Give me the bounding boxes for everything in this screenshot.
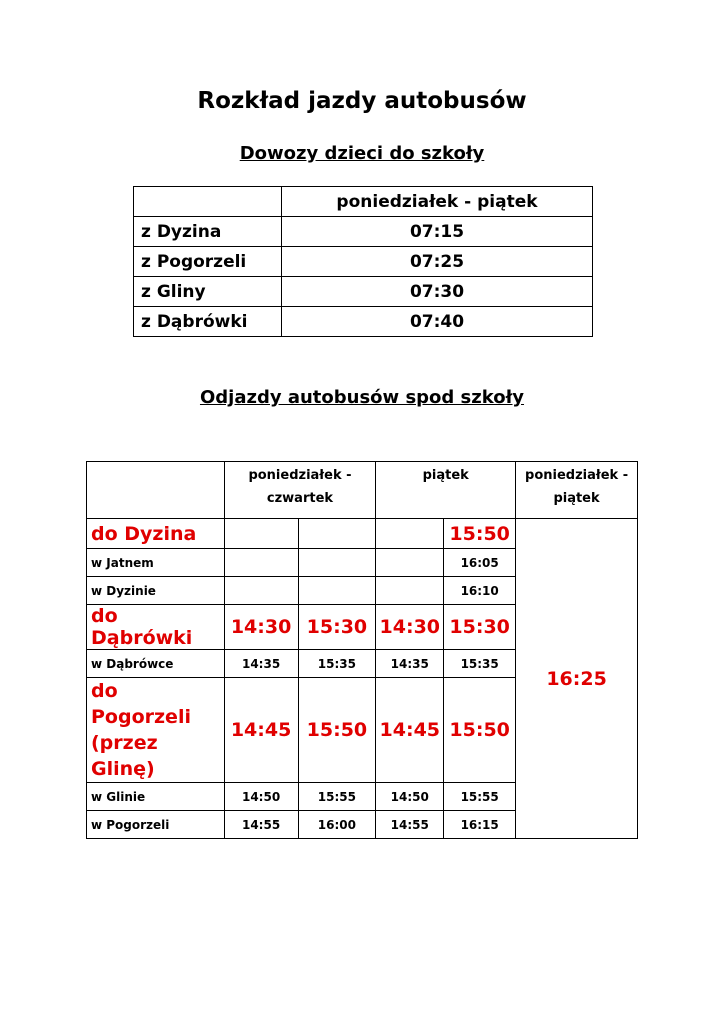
- time-cell: [298, 519, 376, 549]
- time-cell: 14:35: [376, 650, 444, 678]
- time-cell: 15:50: [298, 678, 376, 783]
- time-cell: 16:05: [444, 549, 516, 577]
- destination-cell: do Dąbrówki: [87, 605, 225, 650]
- time-cell: 14:55: [224, 811, 298, 839]
- time-cell: 16:00: [298, 811, 376, 839]
- time-cell: 14:45: [376, 678, 444, 783]
- header-mon-thu: poniedziałek - czwartek: [224, 462, 376, 519]
- time-cell: 14:35: [224, 650, 298, 678]
- all-days-time-cell: 16:25: [516, 519, 638, 839]
- time-cell: [376, 577, 444, 605]
- time-cell: [224, 549, 298, 577]
- time-cell: 15:50: [444, 519, 516, 549]
- morning-schedule-table: [133, 186, 593, 337]
- time-cell: [298, 549, 376, 577]
- destination-cell: do Dyzina: [87, 519, 225, 549]
- time-cell: 16:10: [444, 577, 516, 605]
- time-cell: 15:35: [298, 650, 376, 678]
- header-cell-empty: [134, 187, 282, 217]
- morning-heading: Dowozy dzieci do szkoły: [239, 143, 485, 164]
- origin-cell: z Dyzina: [134, 217, 282, 247]
- time-cell: 15:55: [298, 783, 376, 811]
- time-cell: 15:50: [444, 678, 516, 783]
- table-row: [134, 247, 593, 277]
- time-cell: 16:15: [444, 811, 516, 839]
- time-cell: [224, 577, 298, 605]
- time-cell: [376, 519, 444, 549]
- time-cell: 07:30: [282, 277, 593, 307]
- time-cell: 15:30: [298, 605, 376, 650]
- table-row: [87, 519, 638, 549]
- time-cell: 14:30: [376, 605, 444, 650]
- header-cell-empty: [87, 462, 225, 519]
- time-cell: 14:50: [224, 783, 298, 811]
- stop-cell: w Jatnem: [87, 549, 225, 577]
- header-cell-days: poniedziałek - piątek: [282, 187, 593, 217]
- page-title: Rozkład jazdy autobusów: [197, 88, 527, 114]
- time-cell: 14:50: [376, 783, 444, 811]
- time-cell: 15:30: [444, 605, 516, 650]
- table-row: [134, 307, 593, 337]
- time-cell: 07:25: [282, 247, 593, 277]
- header-fri: piątek: [376, 462, 516, 519]
- stop-cell: w Dąbrówce: [87, 650, 225, 678]
- time-cell: 14:30: [224, 605, 298, 650]
- table-row: [134, 277, 593, 307]
- afternoon-schedule-table: [86, 461, 638, 839]
- stop-cell: w Pogorzeli: [87, 811, 225, 839]
- stop-cell: w Glinie: [87, 783, 225, 811]
- table-row: [134, 217, 593, 247]
- origin-cell: z Dąbrówki: [134, 307, 282, 337]
- time-cell: 07:15: [282, 217, 593, 247]
- origin-cell: z Gliny: [134, 277, 282, 307]
- time-cell: [376, 549, 444, 577]
- time-cell: 15:55: [444, 783, 516, 811]
- time-cell: 15:35: [444, 650, 516, 678]
- origin-cell: z Pogorzeli: [134, 247, 282, 277]
- table-header-row: [87, 462, 638, 519]
- time-cell: 14:55: [376, 811, 444, 839]
- destination-cell: do Pogorzeli (przez Glinę): [87, 678, 225, 783]
- stop-cell: w Dyzinie: [87, 577, 225, 605]
- afternoon-heading: Odjazdy autobusów spod szkoły: [199, 387, 525, 408]
- time-cell: 14:45: [224, 678, 298, 783]
- time-cell: [298, 577, 376, 605]
- time-cell: 07:40: [282, 307, 593, 337]
- table-header-row: [134, 187, 593, 217]
- header-mon-fri: poniedziałek - piątek: [516, 462, 638, 519]
- time-cell: [224, 519, 298, 549]
